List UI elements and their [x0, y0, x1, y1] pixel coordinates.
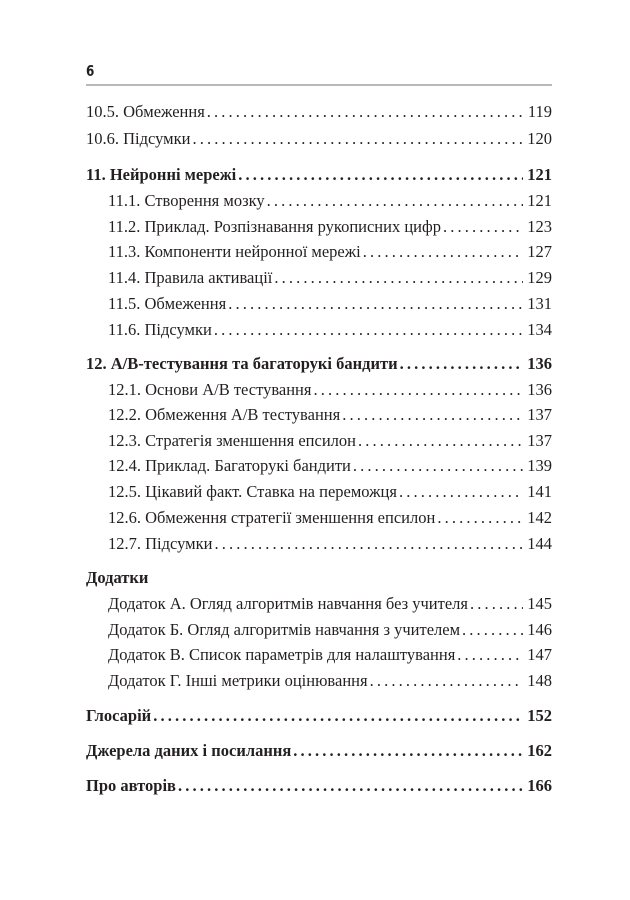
toc-entry-title: Додаток В. Список параметрів для налаштування	[108, 645, 456, 664]
toc-entry[interactable]	[108, 430, 552, 452]
dot-leader	[214, 533, 523, 555]
dot-leader	[399, 481, 523, 503]
toc-entry-title: 12.1. Основи А/В тестування	[108, 380, 312, 399]
toc-entry-page: 120	[527, 129, 552, 148]
toc-entry-page: 144	[527, 534, 552, 553]
toc-entry-page: 162	[527, 741, 552, 760]
toc-entry[interactable]	[108, 267, 552, 289]
toc-entry[interactable]	[108, 481, 552, 503]
toc-entry-page: 121	[527, 165, 552, 184]
dot-leader	[457, 644, 523, 666]
toc-entry[interactable]	[108, 241, 552, 263]
dot-leader	[313, 379, 523, 401]
toc-entry[interactable]	[108, 319, 552, 341]
toc-entry[interactable]	[108, 379, 552, 401]
dot-leader	[462, 619, 523, 641]
toc-entry-title: 10.5. Обмеження	[86, 102, 205, 121]
toc-entry-page: 152	[527, 706, 552, 725]
dot-leader	[370, 670, 524, 692]
toc-entry[interactable]	[86, 353, 552, 375]
toc-entry-page: 127	[527, 242, 552, 261]
toc-entry-title: 11.1. Створення мозку	[108, 191, 265, 210]
toc-entry-title: Глосарій	[86, 706, 152, 725]
toc-entry-page: 134	[527, 320, 552, 339]
toc-entry[interactable]	[108, 593, 552, 615]
toc-entry-page: 137	[527, 405, 552, 424]
toc-entry-title: 12.5. Цікавий факт. Ставка на переможця	[108, 482, 397, 501]
dot-leader	[470, 593, 523, 615]
toc-entry-page: 121	[527, 191, 552, 210]
dot-leader	[358, 430, 523, 452]
dot-leader	[153, 705, 523, 727]
toc-entry-title: 12.6. Обмеження стратегії зменшення епсилон	[108, 508, 436, 527]
toc-entry[interactable]	[86, 740, 552, 762]
toc-entry[interactable]	[86, 101, 552, 123]
toc-entry-title: Джерела даних і посилання	[86, 741, 292, 760]
toc-entry-page: 142	[527, 508, 552, 527]
toc-entry-page: 145	[527, 594, 552, 613]
dot-leader	[207, 101, 524, 123]
toc-entry-page: 131	[527, 294, 552, 313]
toc-entry[interactable]	[86, 128, 552, 150]
toc-entry-title: 11. Нейронні мережі	[86, 165, 237, 184]
dot-leader	[437, 507, 523, 529]
toc-entry[interactable]	[108, 507, 552, 529]
toc-entry-title: 12. А/В-тестування та багаторукі бандити	[86, 354, 398, 373]
toc-entry-page: 129	[527, 268, 552, 287]
toc-entry[interactable]	[86, 164, 552, 186]
dot-leader	[238, 164, 523, 186]
toc-entry-title: 11.3. Компоненти нейронної мережі	[108, 242, 361, 261]
toc-entry-title: 11.2. Приклад. Розпізнавання рукописних цифр	[108, 217, 441, 236]
dot-leader	[443, 216, 523, 238]
toc-entry-title: 12.3. Стратегія зменшення епсилон	[108, 431, 356, 450]
toc-entry-page: 139	[527, 456, 552, 475]
dot-leader	[353, 455, 523, 477]
dot-leader	[178, 775, 523, 797]
toc-entry-title: 11.4. Правила активації	[108, 268, 273, 287]
toc-entry-page: 137	[527, 431, 552, 450]
toc-entry-title: 12.7. Підсумки	[108, 534, 213, 553]
toc-entry-page: 136	[527, 380, 552, 399]
toc-entry-page: 123	[527, 217, 552, 236]
toc-entry-page: 141	[527, 482, 552, 501]
toc-entry[interactable]	[108, 455, 552, 477]
section-heading: Додатки	[86, 568, 149, 587]
toc-entry[interactable]	[108, 216, 552, 238]
toc-entry-title: 12.2. Обмеження А/В тестування	[108, 405, 341, 424]
toc-entry[interactable]	[108, 190, 552, 212]
dot-leader	[214, 319, 523, 341]
dot-leader	[274, 267, 523, 289]
toc-entry[interactable]	[108, 644, 552, 666]
toc-entry-page: 166	[527, 776, 552, 795]
toc-entry[interactable]	[108, 293, 552, 315]
toc-entry[interactable]	[86, 775, 552, 797]
dot-leader	[293, 740, 523, 762]
toc-entry-page: 119	[527, 102, 552, 121]
toc-entry-title: Додаток Г. Інші метрики оцінювання	[108, 671, 368, 690]
toc-entry-title: 11.5. Обмеження	[108, 294, 227, 313]
toc-entry[interactable]	[108, 404, 552, 426]
dot-leader	[228, 293, 523, 315]
toc-entry[interactable]	[86, 705, 552, 727]
toc-entry-title: 10.6. Підсумки	[86, 129, 191, 148]
toc-entry-title: 11.6. Підсумки	[108, 320, 212, 339]
toc-entry-page: 136	[527, 354, 552, 373]
dot-leader	[342, 404, 523, 426]
dot-leader	[400, 353, 524, 375]
toc-entry-title: Про авторів	[86, 776, 176, 795]
toc-entry-title: Додаток Б. Огляд алгоритмів навчання з учителем	[108, 620, 461, 639]
toc-entry-page: 146	[527, 620, 552, 639]
toc-entry-page: 148	[527, 671, 552, 690]
toc-entry-title: 12.4. Приклад. Багаторукі бандити	[108, 456, 351, 475]
header-rule	[86, 84, 552, 86]
toc-entry[interactable]	[108, 670, 552, 692]
toc-entry[interactable]	[108, 619, 552, 641]
dot-leader	[192, 128, 523, 150]
dot-leader	[267, 190, 524, 212]
toc-entry[interactable]	[108, 533, 552, 555]
page-number: 6	[86, 62, 95, 80]
toc-entry-page: 147	[527, 645, 552, 664]
toc-entry-title: Додаток А. Огляд алгоритмів навчання без учителя	[108, 594, 468, 613]
dot-leader	[363, 241, 524, 263]
